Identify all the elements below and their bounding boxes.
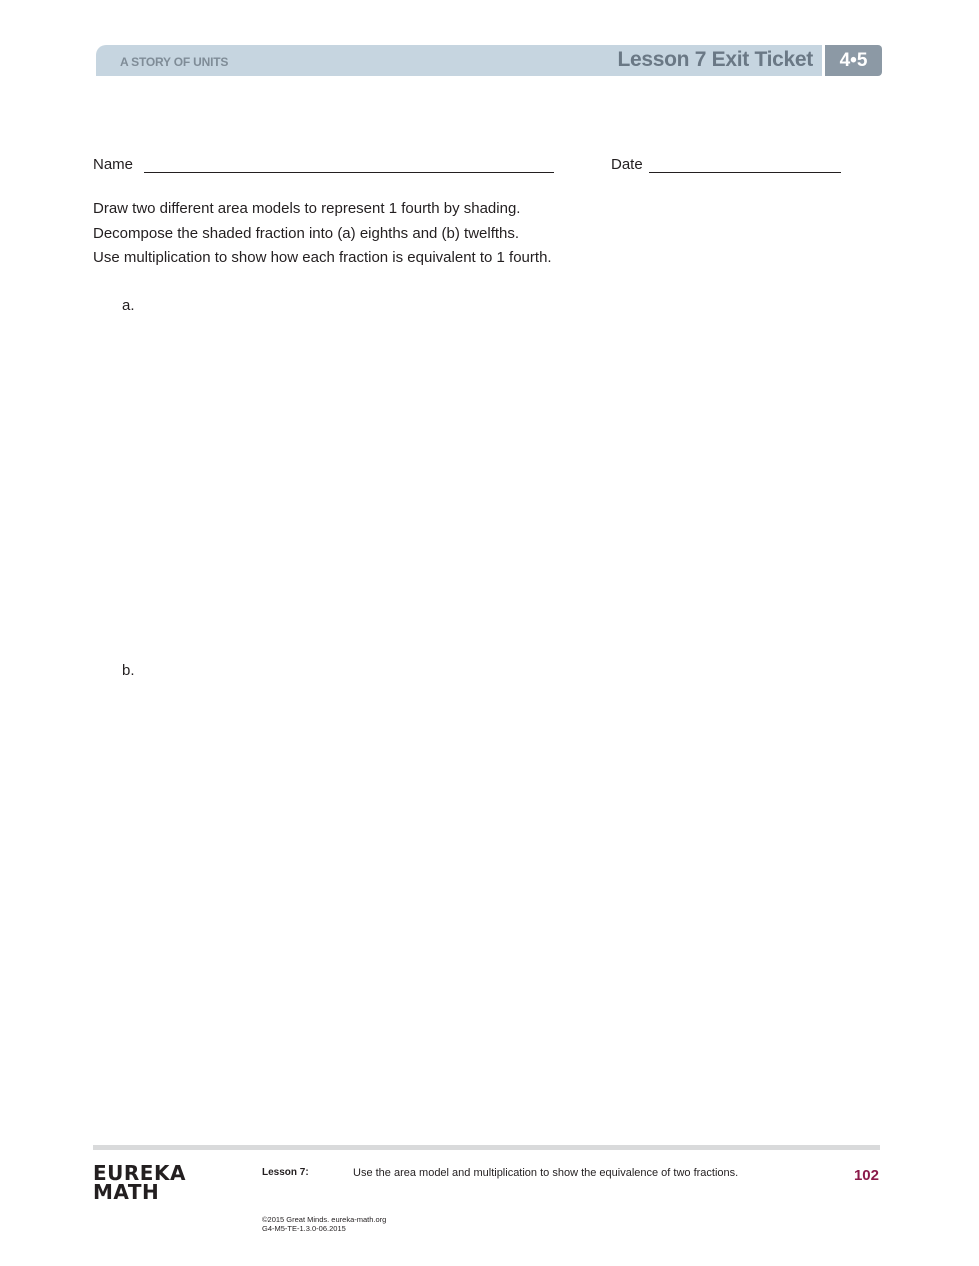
copyright: [262, 1216, 386, 1233]
logo-line-1: EUREKA: [93, 1161, 186, 1185]
logo-line-2: MATH: [93, 1180, 160, 1204]
name-field[interactable]: [144, 172, 554, 173]
part-b-label: b.: [122, 662, 135, 679]
instructions: [93, 197, 552, 271]
footer-lesson-label: Lesson 7:: [262, 1167, 309, 1178]
date-label: Date: [611, 156, 643, 173]
part-a-label: a.: [122, 297, 135, 314]
instruction-line: Draw two different area models to represent 1 fourth by shading.: [93, 200, 521, 217]
date-field[interactable]: [649, 172, 841, 173]
instruction-line: Decompose the shaded fraction into (a) eighths and (b) twelfths.: [93, 224, 520, 242]
footer-lesson-description: Use the area model and multiplication to show the equivalence of two fractions.: [353, 1167, 739, 1179]
document-code: G4-M5-TE-1.3.0-06.2015: [262, 1223, 346, 1233]
page-number: 102: [853, 1167, 879, 1184]
eureka-math-logo: [93, 1161, 186, 1204]
footer-divider: [93, 1145, 880, 1150]
module-badge: 4•5: [825, 45, 882, 76]
copyright-line: ©2015 Great Minds. eureka-math.org: [262, 1215, 387, 1224]
instruction-line: Use multiplication to show how each fraction is equivalent to 1 fourth.: [93, 249, 552, 266]
name-label: Name: [93, 156, 134, 173]
page-title: Lesson 7 Exit Ticket: [617, 48, 813, 71]
series-title: A STORY OF UNITS: [120, 55, 229, 69]
